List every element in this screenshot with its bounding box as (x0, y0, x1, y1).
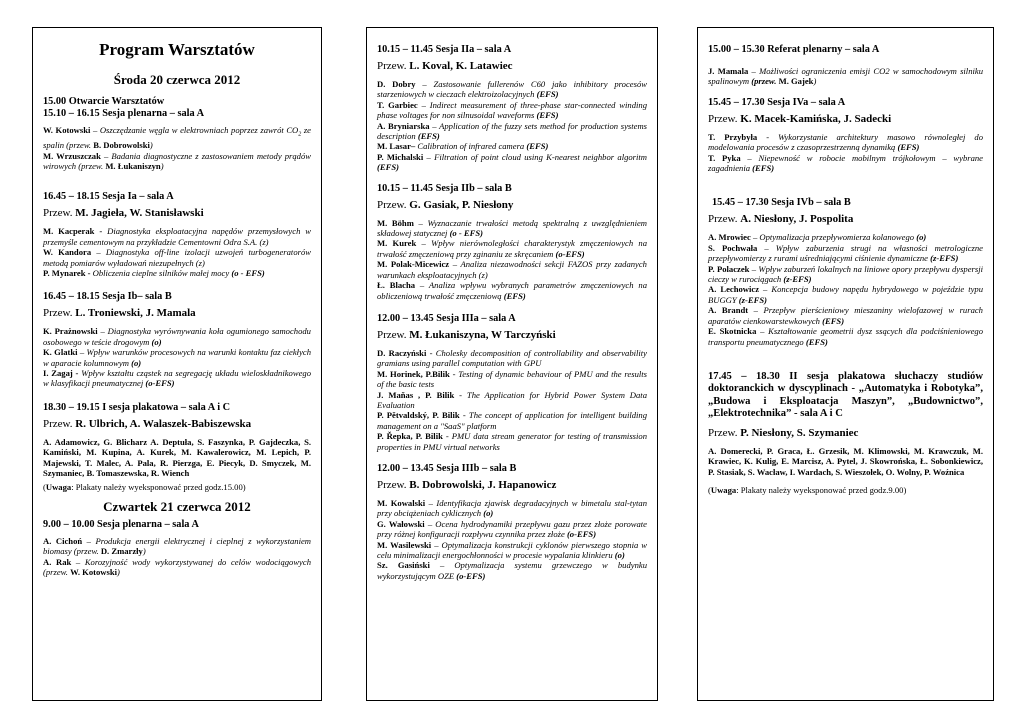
session-chair: Przew. K. Macek-Kamińska, J. Sadecki (708, 112, 892, 125)
plenary2-heading: 9.00 – 10.00 Sesja plenarna – sala A (43, 518, 199, 530)
talk-entry: J. Maňas , P. Bilik - The Application for Hybrid Power System Data Evaluation (377, 389, 647, 410)
talk-entry: P. Michalski – Filtration of point cloud using K-nearest neighbor algoritm (EFS) (377, 151, 647, 173)
talk-entry: W. Kotowski – Oszczędzanie węgla w elektrowniach poprzez zawrót $CO_2$ ze spalin (przew. B. Dobrowolski) (43, 125, 311, 151)
session-chair: Przew. L. Koval, K. Latawiec (377, 60, 513, 72)
talk-entry: T. Przybyła - Wykorzystanie architektury masowo równoległej do modelowania procesów z czasoprzestrzenną dynamiką (EFS) (708, 131, 983, 153)
poster-note: (Uwaga: Plakaty należy wyeksponować przed godz.9.00) (708, 485, 907, 496)
program-column-1 (32, 27, 322, 701)
session-4b-heading: 15.45 – 17.30 Sesja IVb – sala B (712, 197, 851, 209)
session-chair: Przew. G. Gasiak, P. Niesłony (377, 198, 514, 211)
talk-entry: T. Pyka – Niepewność w robocie mobilnym trójkołowym – wybrane zagadnienia (EFS) (708, 152, 983, 174)
talk-entry: M. Kurek – Wpływ nierównoległości charakterystyk zmęczeniowych na trwałość zmęczeniową przy zginaniu ze skręcaniem (o-EFS) (377, 238, 647, 259)
page-title: Program Warsztatów (99, 40, 255, 59)
opening-heading: 15.00 Otwarcie Warsztatów (43, 96, 165, 107)
talk-entry: Sz. Gasiński – Optymalizacja systemu grzewczego w budynku wykorzystującym OZE (o-EFS) (377, 560, 647, 581)
poster-authors: A. Domerecki, P. Graca, Ł. Grzesik, M. Klimowski, M. Krawczuk, M. Krawiec, K. Kulig, E. Marcisz, A. Pytel, J. Skowrońska, Ł. Sobonkiewicz, P. Stasiak, S. Wacław, I. Wardach, S. Wieszołek, O. Wolny, P. Woźnica (708, 445, 983, 477)
talk-entry: P. Polaczek – Wpływ zaburzeń lokalnych na liniowe opory przepływu dyspersji cieczy w rurociągach (z-EFS) (708, 263, 983, 285)
talk-entry: J. Mamala – Możliwości ograniczenia emisji CO2 w samochodowym silniku spalinowym (przew. M. Gajek) (708, 66, 983, 87)
session-2b-heading: 10.15 – 11.45 Sesja IIb – sala B (377, 182, 512, 194)
talk-entry: E. Skotnicka – Kształtowanie geometrii dysz ssących dla podciśnieniowego transportu pneumatycznego (EFS) (708, 326, 983, 347)
talk-entry: D. Dobry – Zastosowanie fullerenów C60 jako inhibitory procesów starzeniowych w cieczach elektroizolacyjnych (EFS) (377, 79, 647, 100)
plenary-talk-heading: 15.00 – 15.30 Referat plenarny – sala A (708, 44, 880, 55)
session-chair: Przew. P. Niesłony, S. Szymaniec (708, 426, 859, 439)
talk-entry: M. Lasar– Calibration of infrared camera (EFS) (377, 141, 549, 152)
poster-session-2-heading: 17.45 – 18.30 II sesja plakatowa słuchaczy studiów doktoranckich w dyscyplinach - „Automatyka i Robotyka”, „Budowa i Eksploatacja Maszyn”, „Budownictwo”, „Elektrotechnika” - sala A i C (708, 370, 983, 420)
talk-entry: D. Raczyński - Cholesky decomposition of controllability and observability gramians using parallel computation with GPU (377, 347, 647, 369)
session-3b-heading: 12.00 – 13.45 Sesja IIIb – sala B (377, 462, 517, 474)
talk-entry: P. Mynarek - Obliczenia cieplne silników małej mocy (o - EFS) (43, 267, 265, 278)
talk-entry: A. Brandt – Przepływ pierścieniowy mieszaniny wielofazowej w rurach aparatów cienkowarstewkowych (EFS) (708, 305, 983, 326)
talk-entry: A. Cichoń – Produkcja energii elektrycznej i cieplnej z wykorzystaniem biomasy (przew. D. Zmarzły) (43, 535, 311, 557)
session-chair: Przew. R. Ulbrich, A. Walaszek-Babiszewska (43, 417, 252, 430)
talk-entry: M. Horinek, P.Bilik - Testing of dynamic behaviour of PMU and the results of the basic tests (377, 368, 648, 390)
talk-entry: Ł. Blacha – Analiza wpływu wybranych parametrów zmęczeniowych na obliczeniową trwałość zmęczeniową (EFS) (377, 280, 647, 301)
session-chair: Przew. L. Troniewski, J. Mamala (43, 307, 196, 320)
talk-entry: M. Wrzuszczak – Badania diagnostyczne z zastosowaniem metody prądów wirowych (przew. M. Łukaniszyn) (43, 150, 311, 171)
talk-entry: K. Glatki – Wpływ warunków procesowych na warunki kontaktu faz ciekłych w aparacie kolumnowym (o) (43, 347, 312, 368)
talk-entry: P. Řepka, P. Bilik - PMU data stream generator for testing of transmission properties in PMU virtual networks (377, 431, 647, 452)
session-chair: Przew. B. Dobrowolski, J. Hapanowicz (377, 478, 557, 491)
session-2a-heading: 10.15 – 11.45 Sesja IIa – sala A (377, 44, 512, 55)
day1-heading: Środa 20 czerwca 2012 (113, 72, 241, 87)
talk-entry: M. Kacperak - Diagnostyka eksploatacyjna napędów przemysłowych w przemyśle cementowym na przykładzie Cementowni Odra S.A. (z) (43, 226, 311, 247)
poster-session-1-heading: 18.30 – 19.15 I sesja plakatowa – sala A i C (43, 401, 231, 413)
session-chair: Przew. M. Jagieła, W. Stanisławski (43, 207, 204, 220)
session-3a-heading: 12.00 – 13.45 Sesja IIIa – sala A (377, 312, 516, 324)
talk-entry: A. Rak – Korozyjność wody wykorzystywanej do celów wodociągowych (przew. W. Kotowski) (43, 556, 311, 578)
program-column-2 (366, 27, 658, 701)
session-1b-heading: 16.45 – 18.15 Sesja Ib– sala B (43, 291, 172, 303)
talk-entry: W. Kandora – Diagnostyka off-line izolacji uzwojeń turbogeneratorów metodą pomiarów wyładowań niezupełnych (z) (43, 247, 311, 268)
talk-entry: T. Garbiec – Indirect measurement of three-phase star-connected winding phase voltages for non silnusoidal waveforms (EFS) (377, 99, 647, 121)
talk-entry: G. Wałowski – Ocena hydrodynamiki przepływu gazu przez złoże porowate przy różnej konfiguracji rozpływu czynnika przez złoże (o-EFS) (377, 518, 647, 540)
program-column-3 (697, 27, 994, 701)
poster-note: (Uwaga: Plakaty należy wyeksponować przed godz.15.00) (43, 482, 246, 493)
session-1a-heading: 16.45 – 18.15 Sesja Ia – sala A (43, 191, 174, 203)
talk-entry: A. Mrowiec – Optymalizacja przepływomierza kolanowego (o) (708, 232, 927, 243)
talk-entry: M. Kowalski – Identyfikacja zjawisk degradacyjnych w bimetalu stal-tytan przy obciążeniach cyklicznych (o) (377, 497, 648, 519)
talk-entry: K. Prażnowski – Diagnostyka wyrównywania koła ogumionego samochodu osobowego w teście drogowym (o) (43, 326, 311, 347)
session-chair: Przew. M. Łukaniszyna, W Tarczyński (377, 328, 556, 341)
talk-entry: S. Pochwała – Wpływ zaburzenia strugi na własności metrologiczne przepływomierzy z rurami uśredniającymi ciśnienie dynamiczne (z-EFS) (708, 242, 983, 264)
plenary1-heading: 15.10 – 16.15 Sesja plenarna – sala A (43, 108, 205, 119)
talk-entry: P. Pětvaldský, P. Bilik - The concept of application for intelligent building management on a "SaaS" platform (377, 410, 647, 431)
talk-entry: A. Lechowicz – Koncepcja budowy napędu hybrydowego w pojeździe typu BUGGY (z-EFS) (708, 284, 983, 305)
talk-entry: A. Bryniarska – Application of the fuzzy sets method for production systems description (EFS) (377, 120, 647, 142)
talk-entry: M. Böhm – Wyznaczanie trwałości metodą spektralną z uwzględnieniem składowej statycznej (o - EFS) (377, 217, 648, 239)
talk-entry: M. Wasilewski – Optymalizacja konstrukcji cyklonów pierwszego stopnia w celu minimalizacji energochłonności w procesie wypalania klinkieru (o) (377, 539, 647, 560)
talk-entry: M. Polak-Micewicz – Analiza niezawodności sekcji FAZOS przy zadanych warunkach eksploatacyjnych (z) (377, 259, 647, 280)
session-4a-heading: 15.45 – 17.30 Sesja IVa – sala A (708, 96, 846, 108)
poster-authors: A. Adamowicz, G. Blicharz A. Deptuła, S. Faszynka, P. Gajdeczka, S. Kamiński, M. Kupina, A. Kurek, M. Kawalerowicz, M. Lepich, P. Majewski, T. Malec, A. Pala, R. Pierzga, E. Piecyk, D. Smyczek, M. Szymaniec, B. Tomaszewska, R. Wiench (43, 436, 311, 479)
session-chair: Przew. A. Niesłony, J. Pospolita (708, 213, 854, 226)
day2-heading: Czwartek 21 czerwca 2012 (103, 498, 251, 514)
talk-entry: I. Zagaj - Wpływ kształtu cząstek na segregację układu wieloskładnikowego w klasyfikacji pneumatycznej (o-EFS) (43, 368, 311, 389)
